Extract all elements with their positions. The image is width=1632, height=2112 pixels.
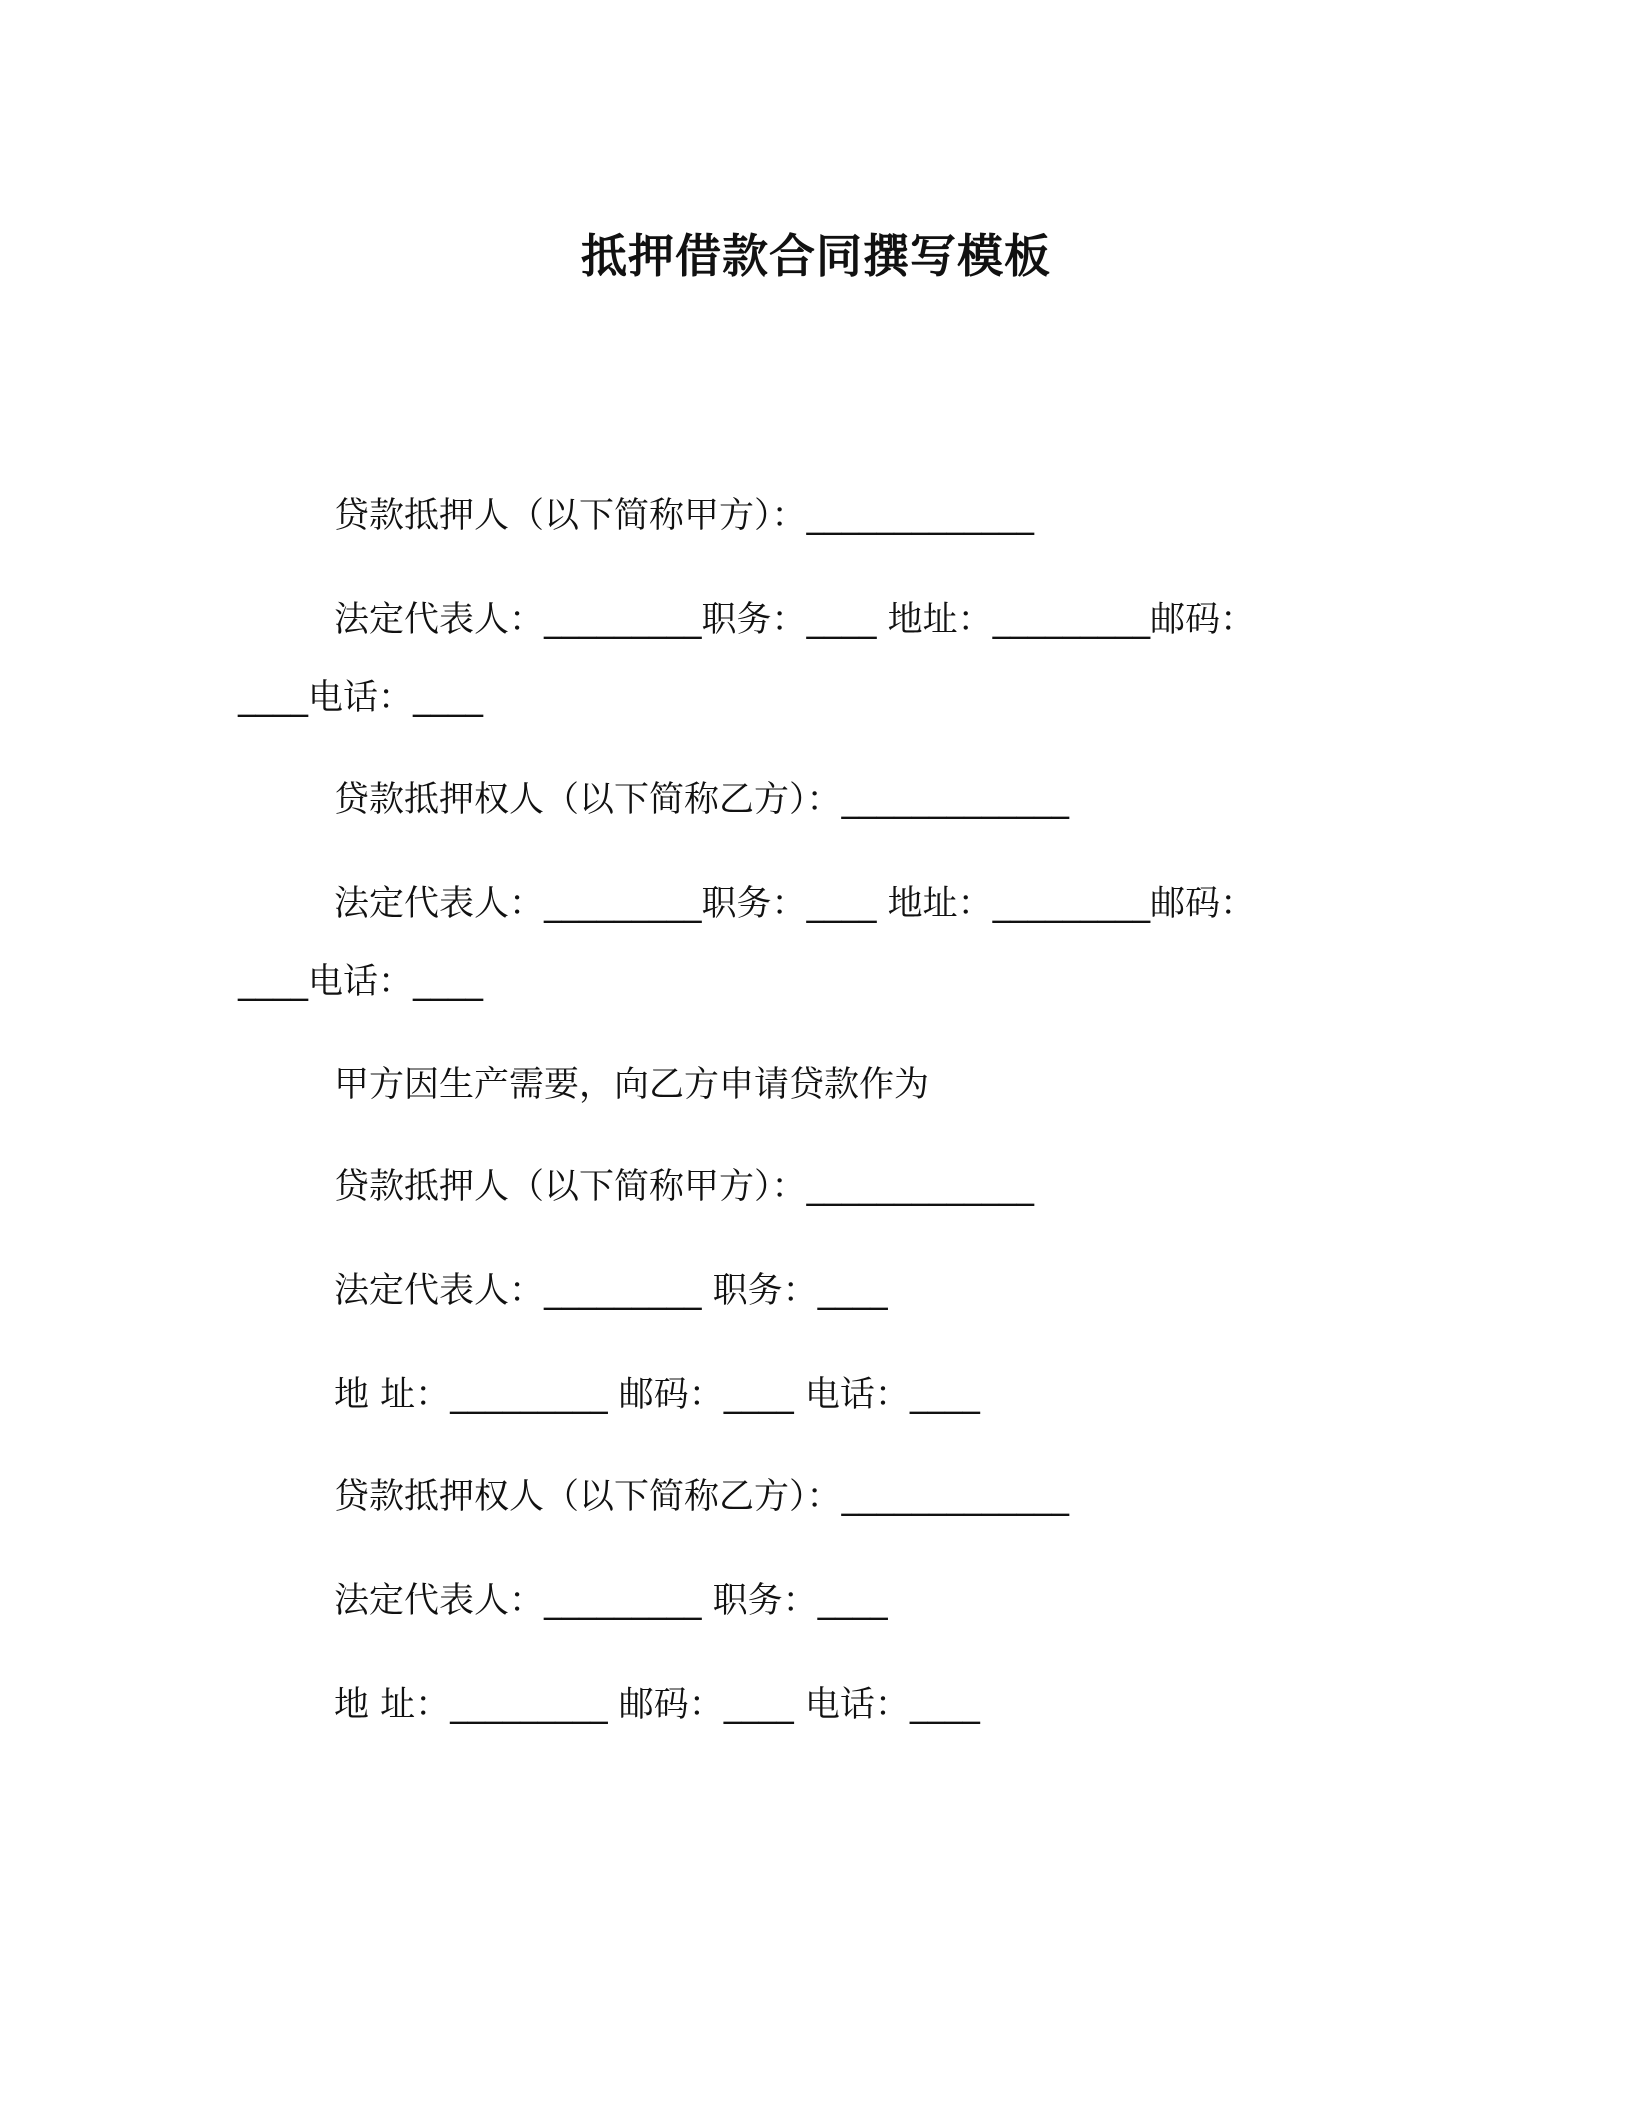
mortgagor-address-line-2: 地 址：_________ 邮码：____ 电话：____	[334, 1375, 980, 1415]
mortgagee-representative-line-2: 法定代表人：_________ 职务：____	[334, 1581, 888, 1621]
mortgagor-phone-line: ____电话：____	[238, 678, 484, 718]
mortgagor-line: 贷款抵押人（以下简称甲方）：_____________	[334, 496, 1035, 536]
mortgagee-line: 贷款抵押权人（以下简称乙方）：_____________	[334, 780, 1070, 820]
mortgagee-line-2: 贷款抵押权人（以下简称乙方）：_____________	[334, 1477, 1070, 1517]
mortgagee-address-line-2: 地 址：_________ 邮码：____ 电话：____	[334, 1685, 980, 1725]
mortgagee-representative-line: 法定代表人：_________职务：____ 地址：_________邮码：	[334, 884, 1256, 924]
mortgagor-line-2: 贷款抵押人（以下简称甲方）：_____________	[334, 1167, 1035, 1207]
mortgagor-representative-line-2: 法定代表人：_________ 职务：____	[334, 1271, 888, 1311]
purpose-line: 甲方因生产需要，向乙方申请贷款作为	[334, 1065, 930, 1105]
document-title: 抵押借款合同撰写模板	[581, 229, 1051, 283]
mortgagor-representative-line: 法定代表人：_________职务：____ 地址：_________邮码：	[334, 600, 1256, 640]
mortgagee-phone-line: ____电话：____	[238, 962, 484, 1002]
